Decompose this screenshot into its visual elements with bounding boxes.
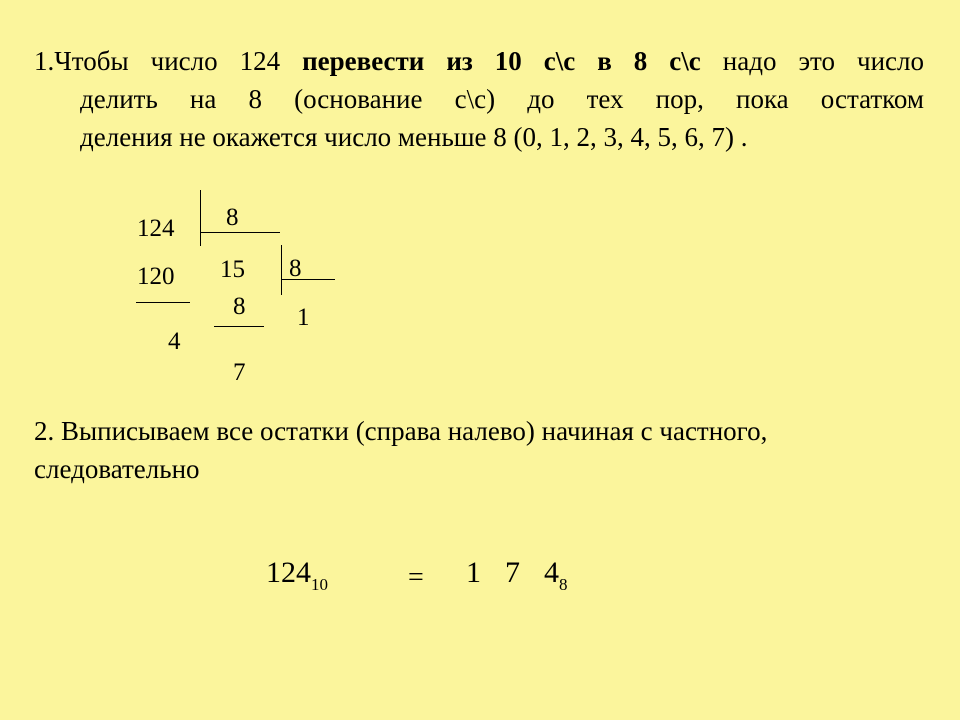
quotient-2: 1 [297, 304, 310, 331]
step1-line-2: делить на 8 (основание с\с) до тех пор, пока остатком [80, 84, 924, 114]
result-digit-3: 4 [544, 556, 559, 589]
step1-line-3: деления не окажется число меньше 8 (0, 1, 2, 3, 4, 5, 6, 7) . [80, 122, 748, 152]
result-base10-subscript: 10 [311, 575, 328, 594]
remainder-1: 4 [168, 328, 181, 355]
divisor-1: 8 [226, 204, 239, 231]
divisor-2: 8 [289, 255, 302, 282]
result-base8-subscript: 8 [559, 575, 568, 594]
product-1: 120 [137, 263, 175, 290]
dividend: 124 [137, 215, 175, 242]
division-bracket-horizontal-1 [200, 232, 280, 233]
division-bracket-vertical-2 [281, 245, 282, 295]
remainder-2: 7 [233, 359, 246, 386]
step2-paragraph [34, 412, 924, 488]
product-2: 8 [233, 293, 246, 320]
result-digit-2: 7 [505, 556, 520, 589]
division-bracket-vertical-1 [200, 190, 201, 246]
result-base10-number: 124 [266, 556, 311, 589]
subtraction-line-2 [214, 326, 264, 327]
result-base10 [266, 558, 328, 593]
step1-paragraph [34, 42, 924, 156]
step1-line1-bold: перевести из 10 с\с в 8 с\с [302, 46, 701, 76]
step2-line-2: следовательно [34, 454, 200, 484]
step2-line-1: 2. Выписываем все остатки (справа налево) начиная с частного, [34, 416, 768, 446]
quotient-1: 15 [220, 256, 245, 283]
subtraction-line-1 [136, 302, 190, 303]
step1-line-1 [34, 42, 924, 80]
equals-sign: = [408, 562, 424, 593]
step1-line1-suffix: надо это число [700, 46, 924, 76]
result-base8 [544, 558, 568, 593]
result-digit-1: 1 [466, 556, 481, 589]
step1-line1-prefix: 1.Чтобы число 124 [34, 46, 303, 76]
